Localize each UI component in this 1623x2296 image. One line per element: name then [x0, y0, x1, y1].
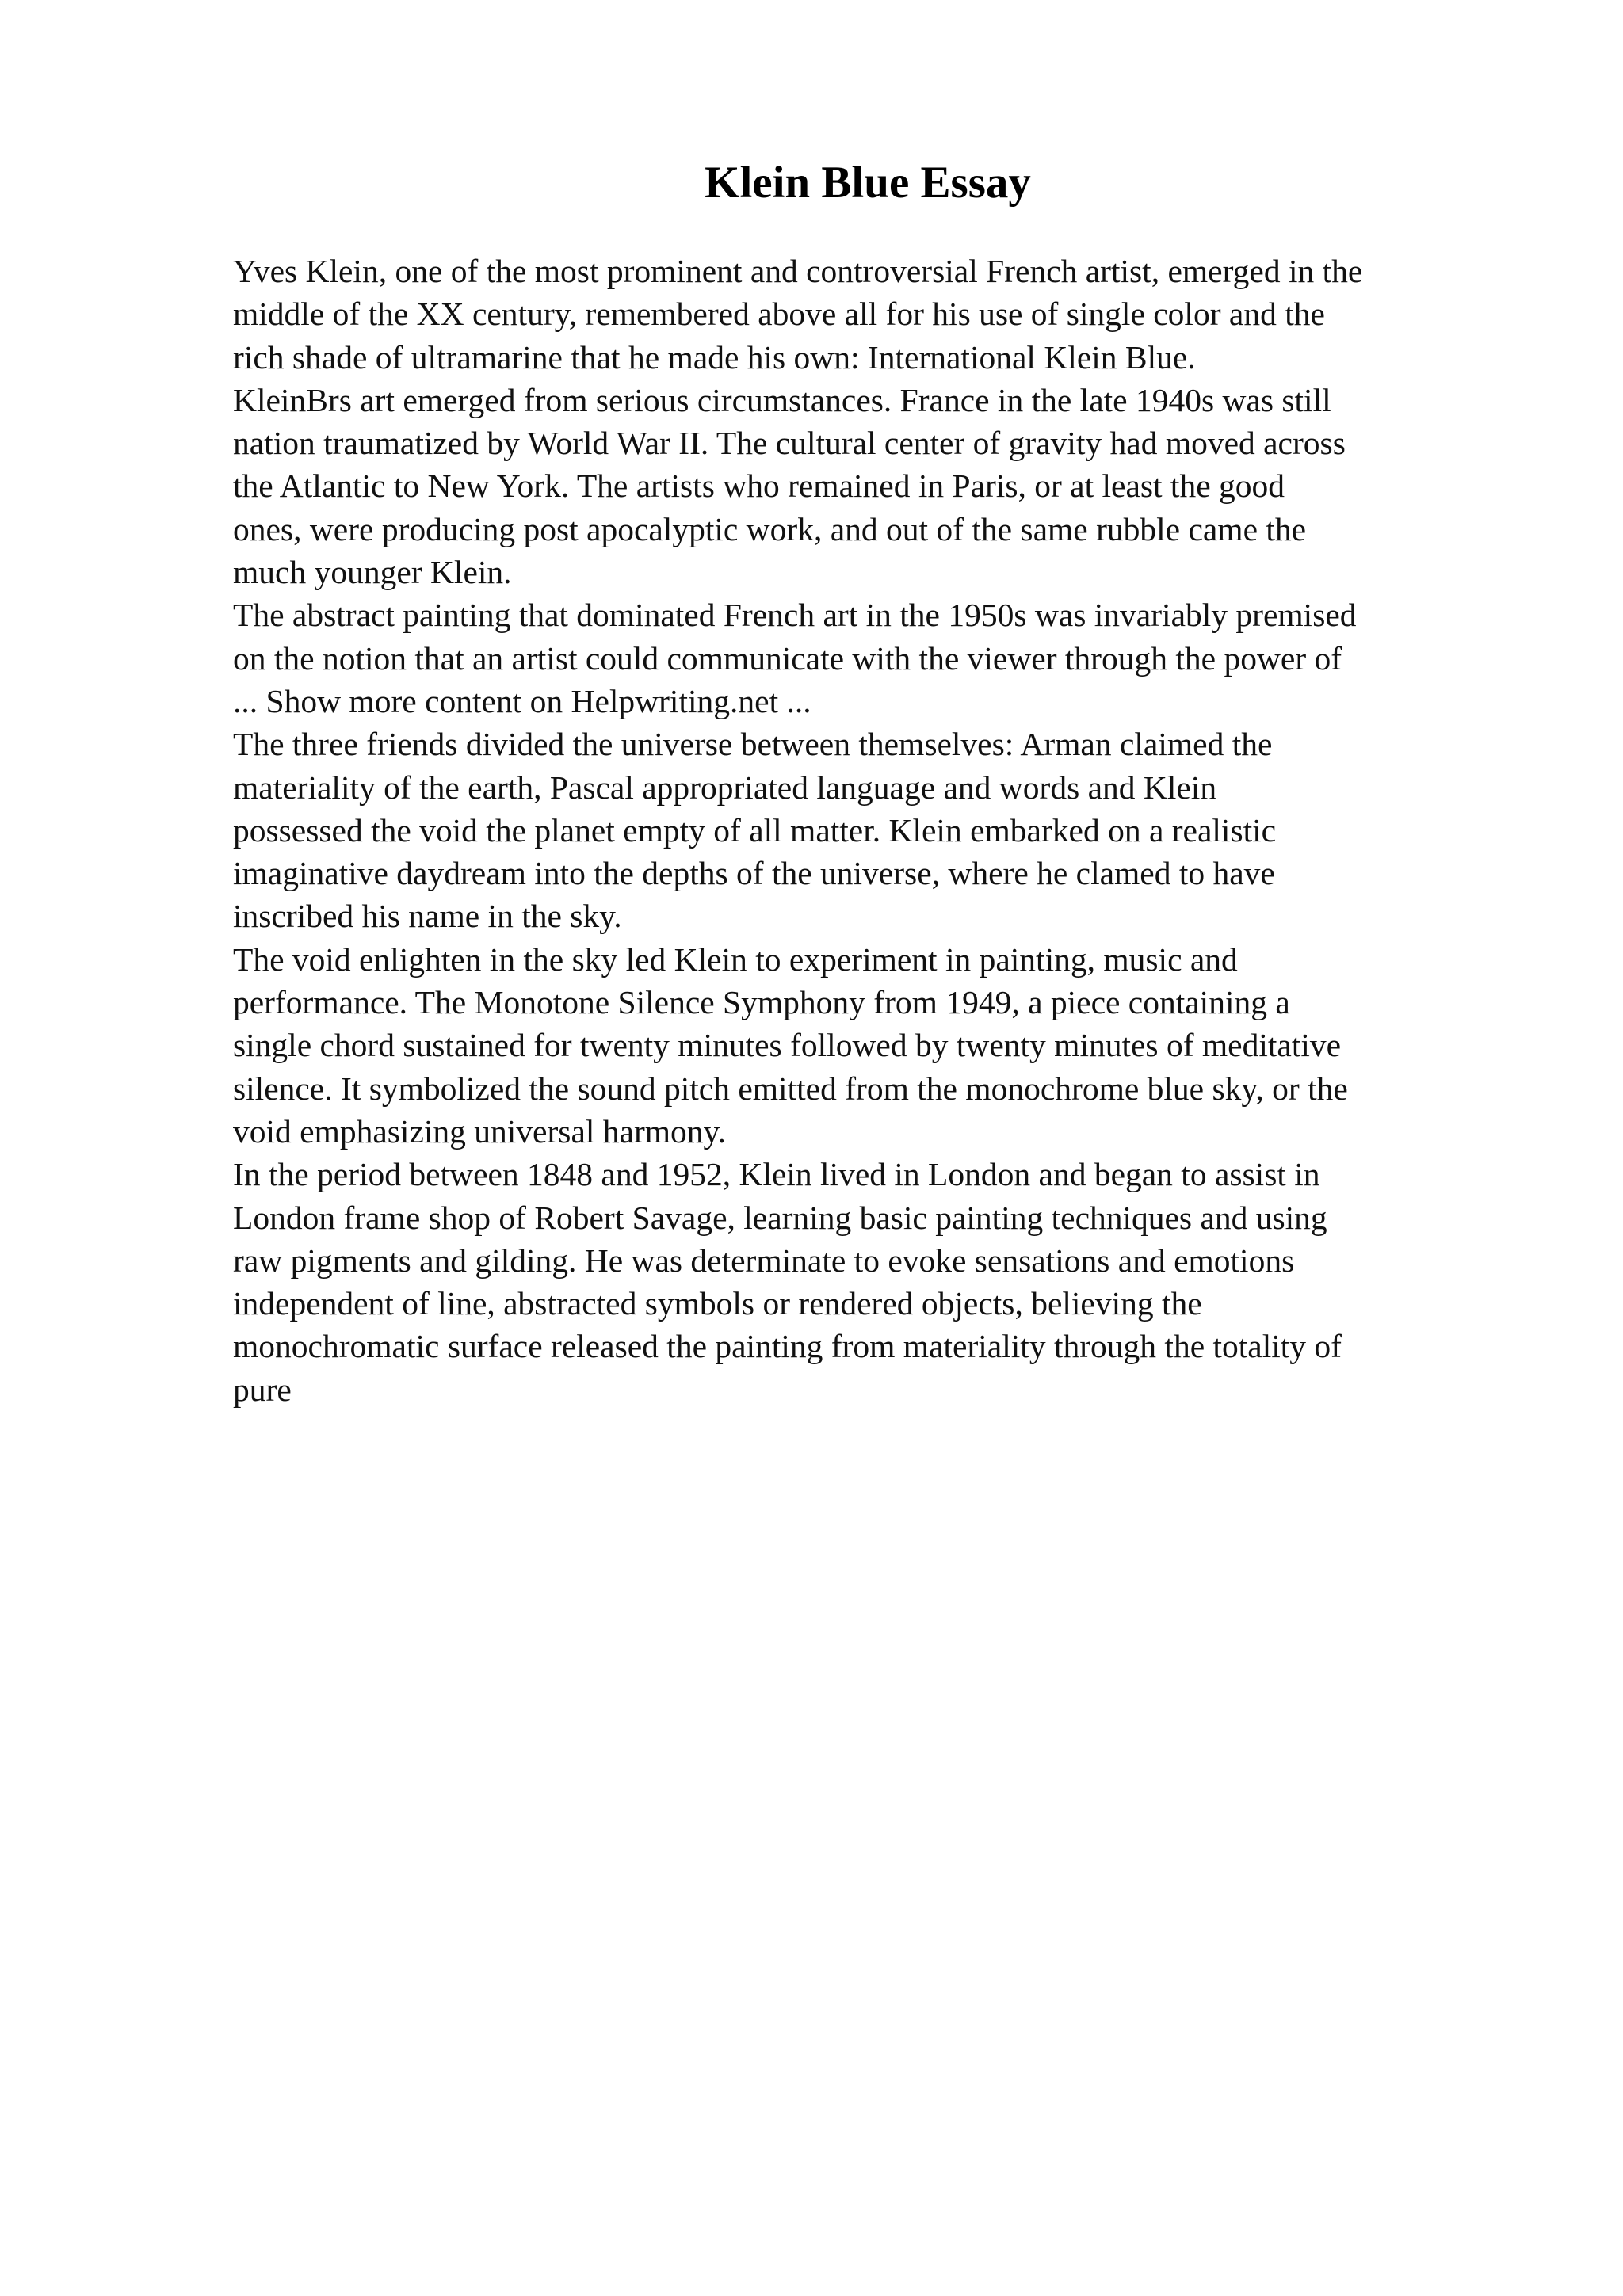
body-line: independent of line, abstracted symbols or rendered objects, believing the — [233, 1285, 1202, 1322]
body-line: The void enlighten in the sky led Klein to experiment in painting, music and — [233, 940, 1238, 978]
show-more-line: ... Show more content on Helpwriting.net ... — [233, 682, 812, 719]
body-line: middle of the XX century, remembered above all for his use of single color and the — [233, 296, 1325, 333]
body-line: Yves Klein, one of the most prominent and controversial French artist, emerged in the — [233, 253, 1363, 289]
body-line: London frame shop of Robert Savage, learning basic painting techniques and using — [233, 1199, 1327, 1236]
body-line: void emphasizing universal harmony. — [233, 1112, 726, 1150]
body-line: pure — [233, 1371, 292, 1408]
body-line: raw pigments and gilding. He was determinate to evoke sensations and emotions — [233, 1241, 1295, 1279]
body-line: silence. It symbolized the sound pitch emitted from the monochrome blue sky, or the — [233, 1070, 1348, 1107]
body-line: materiality of the earth, Pascal appropriated language and words and Klein — [233, 769, 1217, 806]
body-line: The three friends divided the universe between themselves: Arman claimed the — [233, 726, 1273, 763]
body-line: much younger Klein. — [233, 554, 512, 591]
body-line: monochromatic surface released the painting from materiality through the totality of — [233, 1328, 1342, 1365]
body-line: single chord sustained for twenty minutes followed by twenty minutes of meditative — [233, 1027, 1342, 1064]
body-line: inscribed his name in the sky. — [233, 898, 622, 935]
body-line: KleinBrs art emerged from serious circumstances. France in the late 1940s was still — [233, 381, 1331, 418]
body-line: rich shade of ultramarine that he made his own: International Klein Blue. — [233, 338, 1196, 376]
body-line: performance. The Monotone Silence Symphony from 1949, a piece containing a — [233, 984, 1290, 1021]
body-line: possessed the void the planet empty of all matter. Klein embarked on a realistic — [233, 811, 1277, 849]
body-line: In the period between 1848 and 1952, Klein lived in London and began to assist in — [233, 1156, 1320, 1193]
body-line: The abstract painting that dominated French art in the 1950s was invariably premised — [233, 597, 1357, 634]
body-line: the Atlantic to New York. The artists who remained in Paris, or at least the good — [233, 467, 1285, 505]
body-line: imaginative daydream into the depths of the universe, where he clamed to have — [233, 855, 1275, 892]
body-line: ones, were producing post apocalyptic work, and out of the same rubble came the — [233, 510, 1307, 547]
body-line: nation traumatized by World War II. The cultural center of gravity had moved across — [233, 425, 1346, 462]
document-body — [233, 250, 1549, 1411]
body-line: on the notion that an artist could communicate with the viewer through the power of — [233, 639, 1342, 677]
document-title: Klein Blue Essay — [705, 158, 1031, 208]
